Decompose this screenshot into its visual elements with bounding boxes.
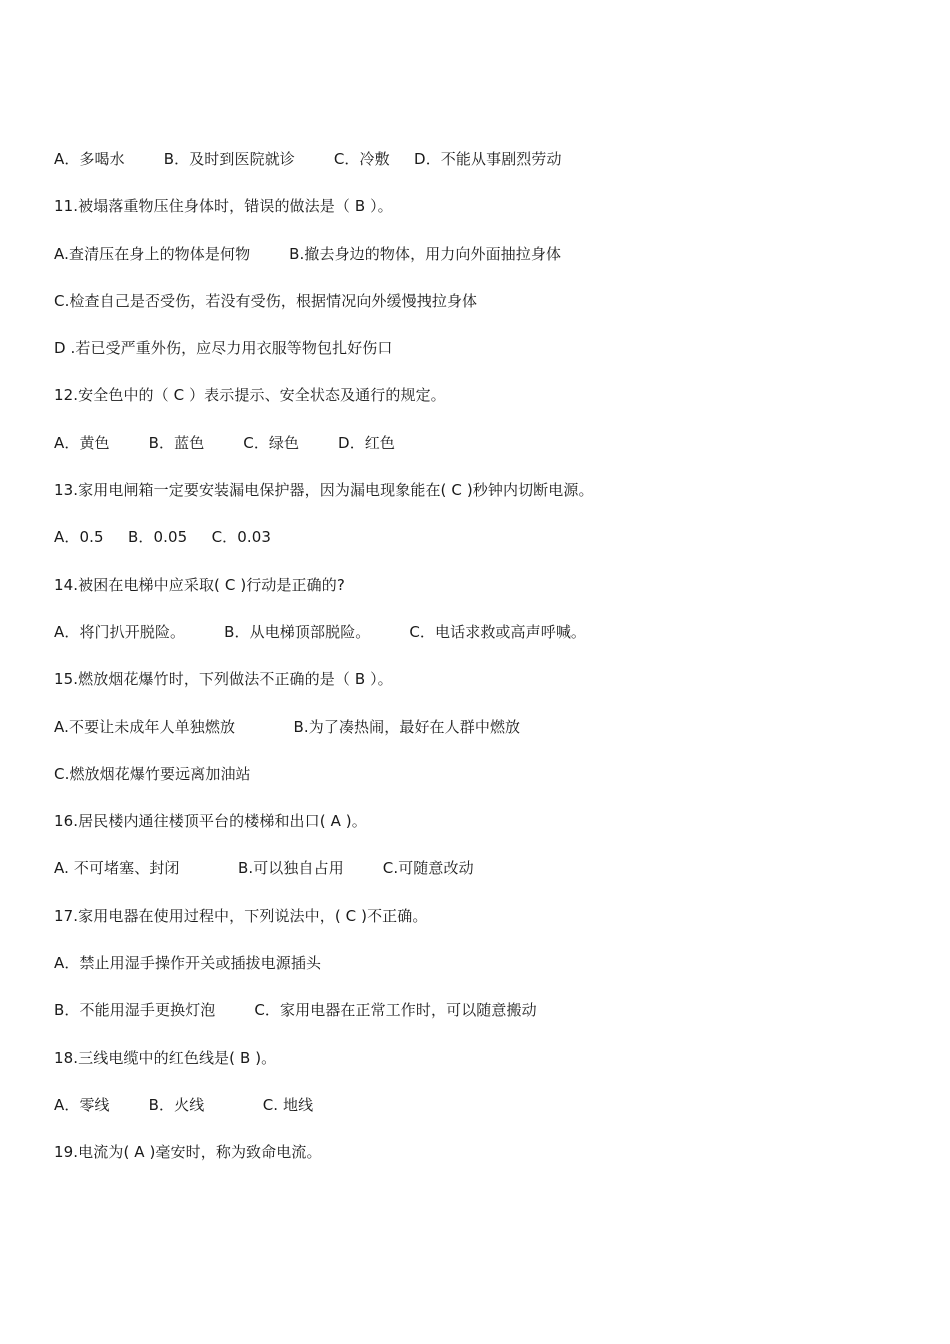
question-18: 18.三线电缆中的红色线是( B )。 <box>54 1048 277 1067</box>
answer-options-q18: A．零线 B．火线 C. 地线 <box>54 1095 314 1114</box>
answer-options-q13: A．0.5 B．0.05 C．0.03 <box>54 528 272 547</box>
answer-options-q11-ab: A.查清压在身上的物体是何物 B.撤去身边的物体，用力向外面抽拉身体 <box>54 244 562 263</box>
answer-option-q11-d: D .若已受严重外伤，应尽力用衣服等物包扎好伤口 <box>54 339 393 358</box>
question-16: 16.居民楼内通往楼顶平台的楼梯和出口( A )。 <box>54 812 367 831</box>
answer-options-q16: A. 不可堵塞、封闭 B.可以独自占用 C.可随意改动 <box>54 859 474 878</box>
answer-option-q11-c: C.检查自己是否受伤，若没有受伤，根据情况向外缓慢拽拉身体 <box>54 291 478 310</box>
question-19: 19.电流为( A )毫安时，称为致命电流。 <box>54 1143 322 1162</box>
question-12: 12.安全色中的（ C ）表示提示、安全状态及通行的规定。 <box>54 386 446 405</box>
question-13: 13.家用电闸箱一定要安装漏电保护器，因为漏电现象能在( C )秒钟内切断电源。 <box>54 481 594 500</box>
question-14: 14.被困在电梯中应采取( C )行动是正确的? <box>54 575 345 594</box>
answer-options-q14: A．将门扒开脱险。 B．从电梯顶部脱险。 C．电话求救或高声呼喊。 <box>54 622 587 641</box>
question-17: 17.家用电器在使用过程中，下列说法中，( C )不正确。 <box>54 906 428 925</box>
answer-options-q15-ab: A.不要让未成年人单独燃放 B.为了凑热闹，最好在人群中燃放 <box>54 717 521 736</box>
answer-options-q10: A．多喝水 B．及时到医院就诊 C．冷敷 D．不能从事剧烈劳动 <box>54 150 562 168</box>
answer-option-q17-a: A．禁止用湿手操作开关或插拔电源插头 <box>54 954 322 973</box>
answer-options-q17-bc: B．不能用湿手更换灯泡 C．家用电器在正常工作时，可以随意搬动 <box>54 1001 537 1020</box>
answer-option-q15-c: C.燃放烟花爆竹要远离加油站 <box>54 764 251 783</box>
question-15: 15.燃放烟花爆竹时，下列做法不正确的是（ B ）。 <box>54 670 393 689</box>
question-11: 11.被塌落重物压住身体时，错误的做法是（ B ）。 <box>54 197 393 216</box>
answer-options-q12: A．黄色 B．蓝色 C．绿色 D．红色 <box>54 433 396 452</box>
question-text-block <box>54 146 914 1187</box>
